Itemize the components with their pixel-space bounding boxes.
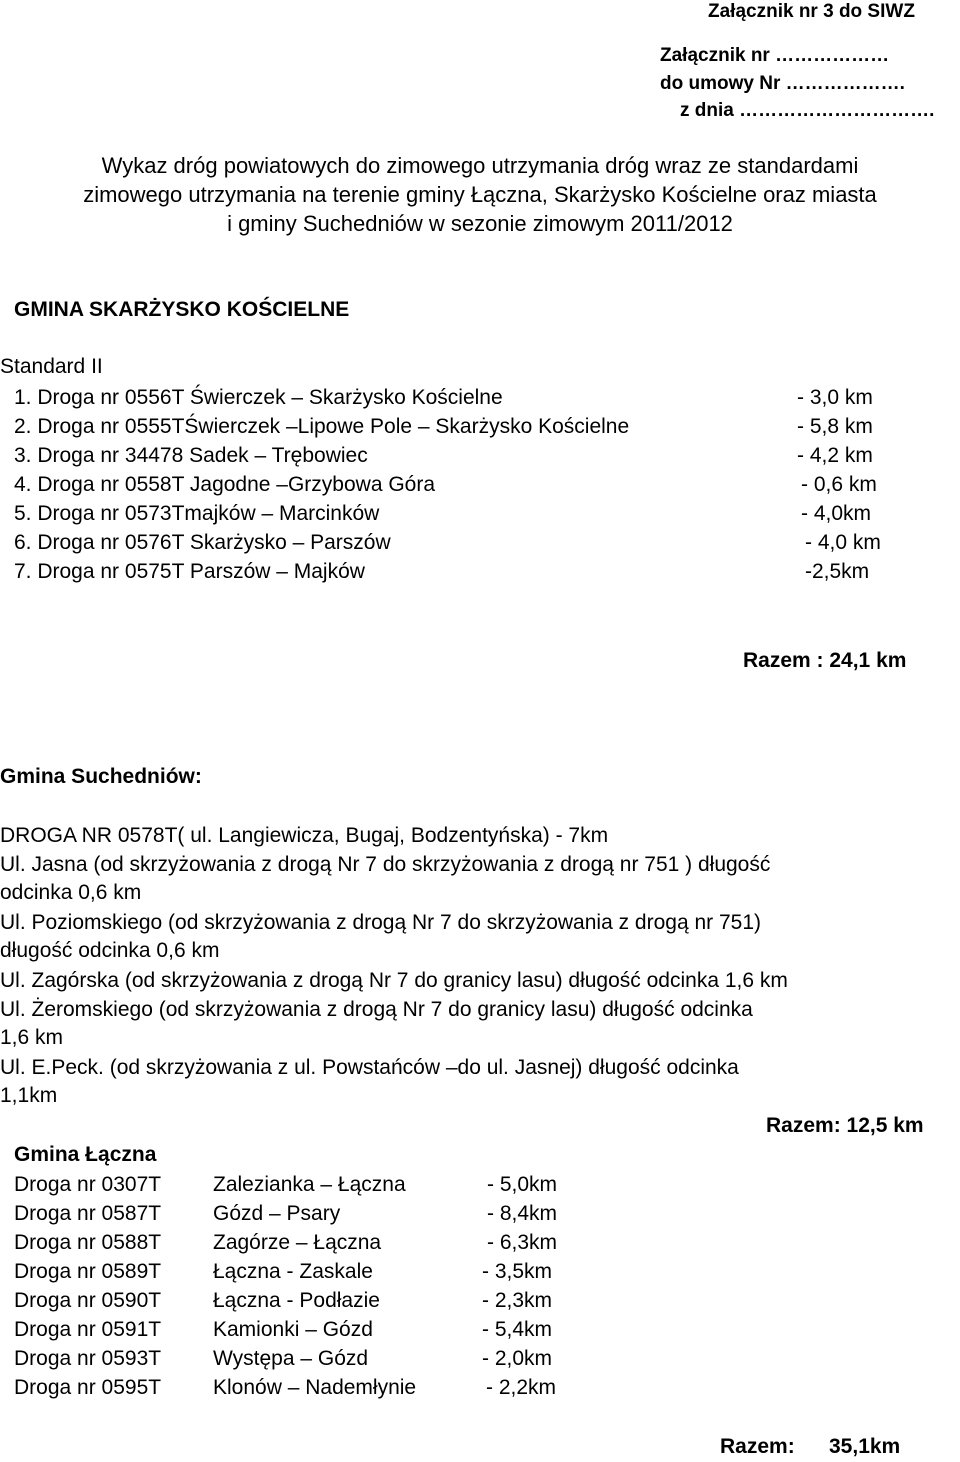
road-length: - 2,2km	[486, 1376, 557, 1399]
intro-line-1: Wykaz dróg powiatowych do zimowego utrzymania dróg wraz ze standardami	[101, 153, 859, 178]
road-number: Droga nr 0307T	[14, 1173, 162, 1196]
list-item: Ul. Jasna (od skrzyżowania z drogą Nr 7 do skrzyżowania z drogą nr 751 ) długość	[0, 853, 771, 876]
road-length: - 3,5km	[482, 1260, 553, 1283]
intro-line-3: i gminy Suchedniów w sezonie zimowym 2011/2012	[227, 211, 733, 236]
total-suchedniow: Razem: 12,5 km	[766, 1114, 924, 1137]
road-name: Łączna - Zaskale	[213, 1260, 373, 1283]
standard-label: Standard II	[0, 355, 103, 378]
road-name: Zalezianka – Łączna	[213, 1173, 406, 1196]
list-item: 4. Droga nr 0558T Jagodne –Grzybowa Góra	[14, 473, 436, 496]
list-item: 2. Droga nr 0555TŚwierczek –Lipowe Pole – Skarżysko Kościelne	[14, 415, 630, 438]
road-name: Kamionki – Gózd	[213, 1318, 373, 1341]
road-number: Droga nr 0588T	[14, 1231, 162, 1254]
list-item: Ul. Żeromskiego (od skrzyżowania z drogą Nr 7 do granicy lasu) długość odcinka	[0, 998, 753, 1021]
list-item: 6. Droga nr 0576T Skarżysko – Parszów	[14, 531, 391, 554]
contract-number: do umowy Nr ……………….	[660, 73, 905, 94]
road-length: -2,5km	[805, 560, 870, 583]
list-item: 7. Droga nr 0575T Parszów – Majków	[14, 560, 365, 583]
road-length: - 8,4km	[487, 1202, 558, 1225]
road-number: Droga nr 0595T	[14, 1376, 162, 1399]
road-length: - 2,3km	[482, 1289, 553, 1312]
list-item: 1,6 km	[0, 1026, 64, 1049]
road-name: Klonów – Nademłynie	[213, 1376, 417, 1399]
road-length: - 5,4km	[482, 1318, 553, 1341]
total-laczna-label: Razem:	[720, 1435, 795, 1458]
total-skarzysko: Razem : 24,1 km	[743, 649, 907, 672]
intro-line-2: zimowego utrzymania na terenie gminy Łączna, Skarżysko Kościelne oraz miasta	[83, 182, 877, 207]
road-length: - 5,8 km	[797, 415, 873, 438]
road-length: - 4,0km	[801, 502, 872, 525]
road-length: - 2,0km	[482, 1347, 553, 1370]
road-length: - 0,6 km	[801, 473, 877, 496]
road-length: - 4,2 km	[797, 444, 873, 467]
list-item: 5. Droga nr 0573Tmajków – Marcinków	[14, 502, 380, 525]
section-heading-skarzysko: GMINA SKARŻYSKO KOŚCIELNE	[14, 298, 350, 321]
road-length: - 3,0 km	[797, 386, 873, 409]
attachment-number: Załącznik nr ………………	[660, 45, 890, 66]
road-number: Droga nr 0587T	[14, 1202, 162, 1225]
road-number: Droga nr 0593T	[14, 1347, 162, 1370]
section-heading-suchedniow: Gmina Suchedniów:	[0, 765, 202, 788]
list-item: odcinka 0,6 km	[0, 881, 142, 904]
total-laczna-value: 35,1km	[829, 1435, 901, 1458]
road-length: - 4,0 km	[805, 531, 881, 554]
road-number: Droga nr 0589T	[14, 1260, 162, 1283]
list-item: Ul. E.Peck. (od skrzyżowania z ul. Powstańców –do ul. Jasnej) długość odcinka	[0, 1056, 739, 1079]
list-item: Ul. Poziomskiego (od skrzyżowania z drogą Nr 7 do skrzyżowania z drogą nr 751)	[0, 911, 761, 934]
list-item: DROGA NR 0578T( ul. Langiewicza, Bugaj, Bodzentyńska) - 7km	[0, 824, 609, 847]
road-name: Gózd – Psary	[213, 1202, 341, 1225]
attachment-siwz: Załącznik nr 3 do SIWZ	[708, 1, 915, 22]
section-heading-laczna: Gmina Łączna	[14, 1143, 157, 1166]
contract-date: z dnia ………………………….	[680, 100, 935, 121]
road-number: Droga nr 0591T	[14, 1318, 162, 1341]
list-item: 3. Droga nr 34478 Sadek – Trębowiec	[14, 444, 368, 467]
road-name: Zagórze – Łączna	[213, 1231, 382, 1254]
road-length: - 5,0km	[487, 1173, 558, 1196]
road-length: - 6,3km	[487, 1231, 558, 1254]
list-item: 1. Droga nr 0556T Świerczek – Skarżysko Kościelne	[14, 386, 503, 409]
list-item: 1,1km	[0, 1084, 58, 1107]
road-name: Łączna - Podłazie	[213, 1289, 380, 1312]
list-item: Ul. Zagórska (od skrzyżowania z drogą Nr 7 do granicy lasu) długość odcinka 1,6 km	[0, 969, 788, 992]
road-number: Droga nr 0590T	[14, 1289, 162, 1312]
road-name: Występa – Gózd	[213, 1347, 369, 1370]
list-item: długość odcinka 0,6 km	[0, 939, 220, 962]
